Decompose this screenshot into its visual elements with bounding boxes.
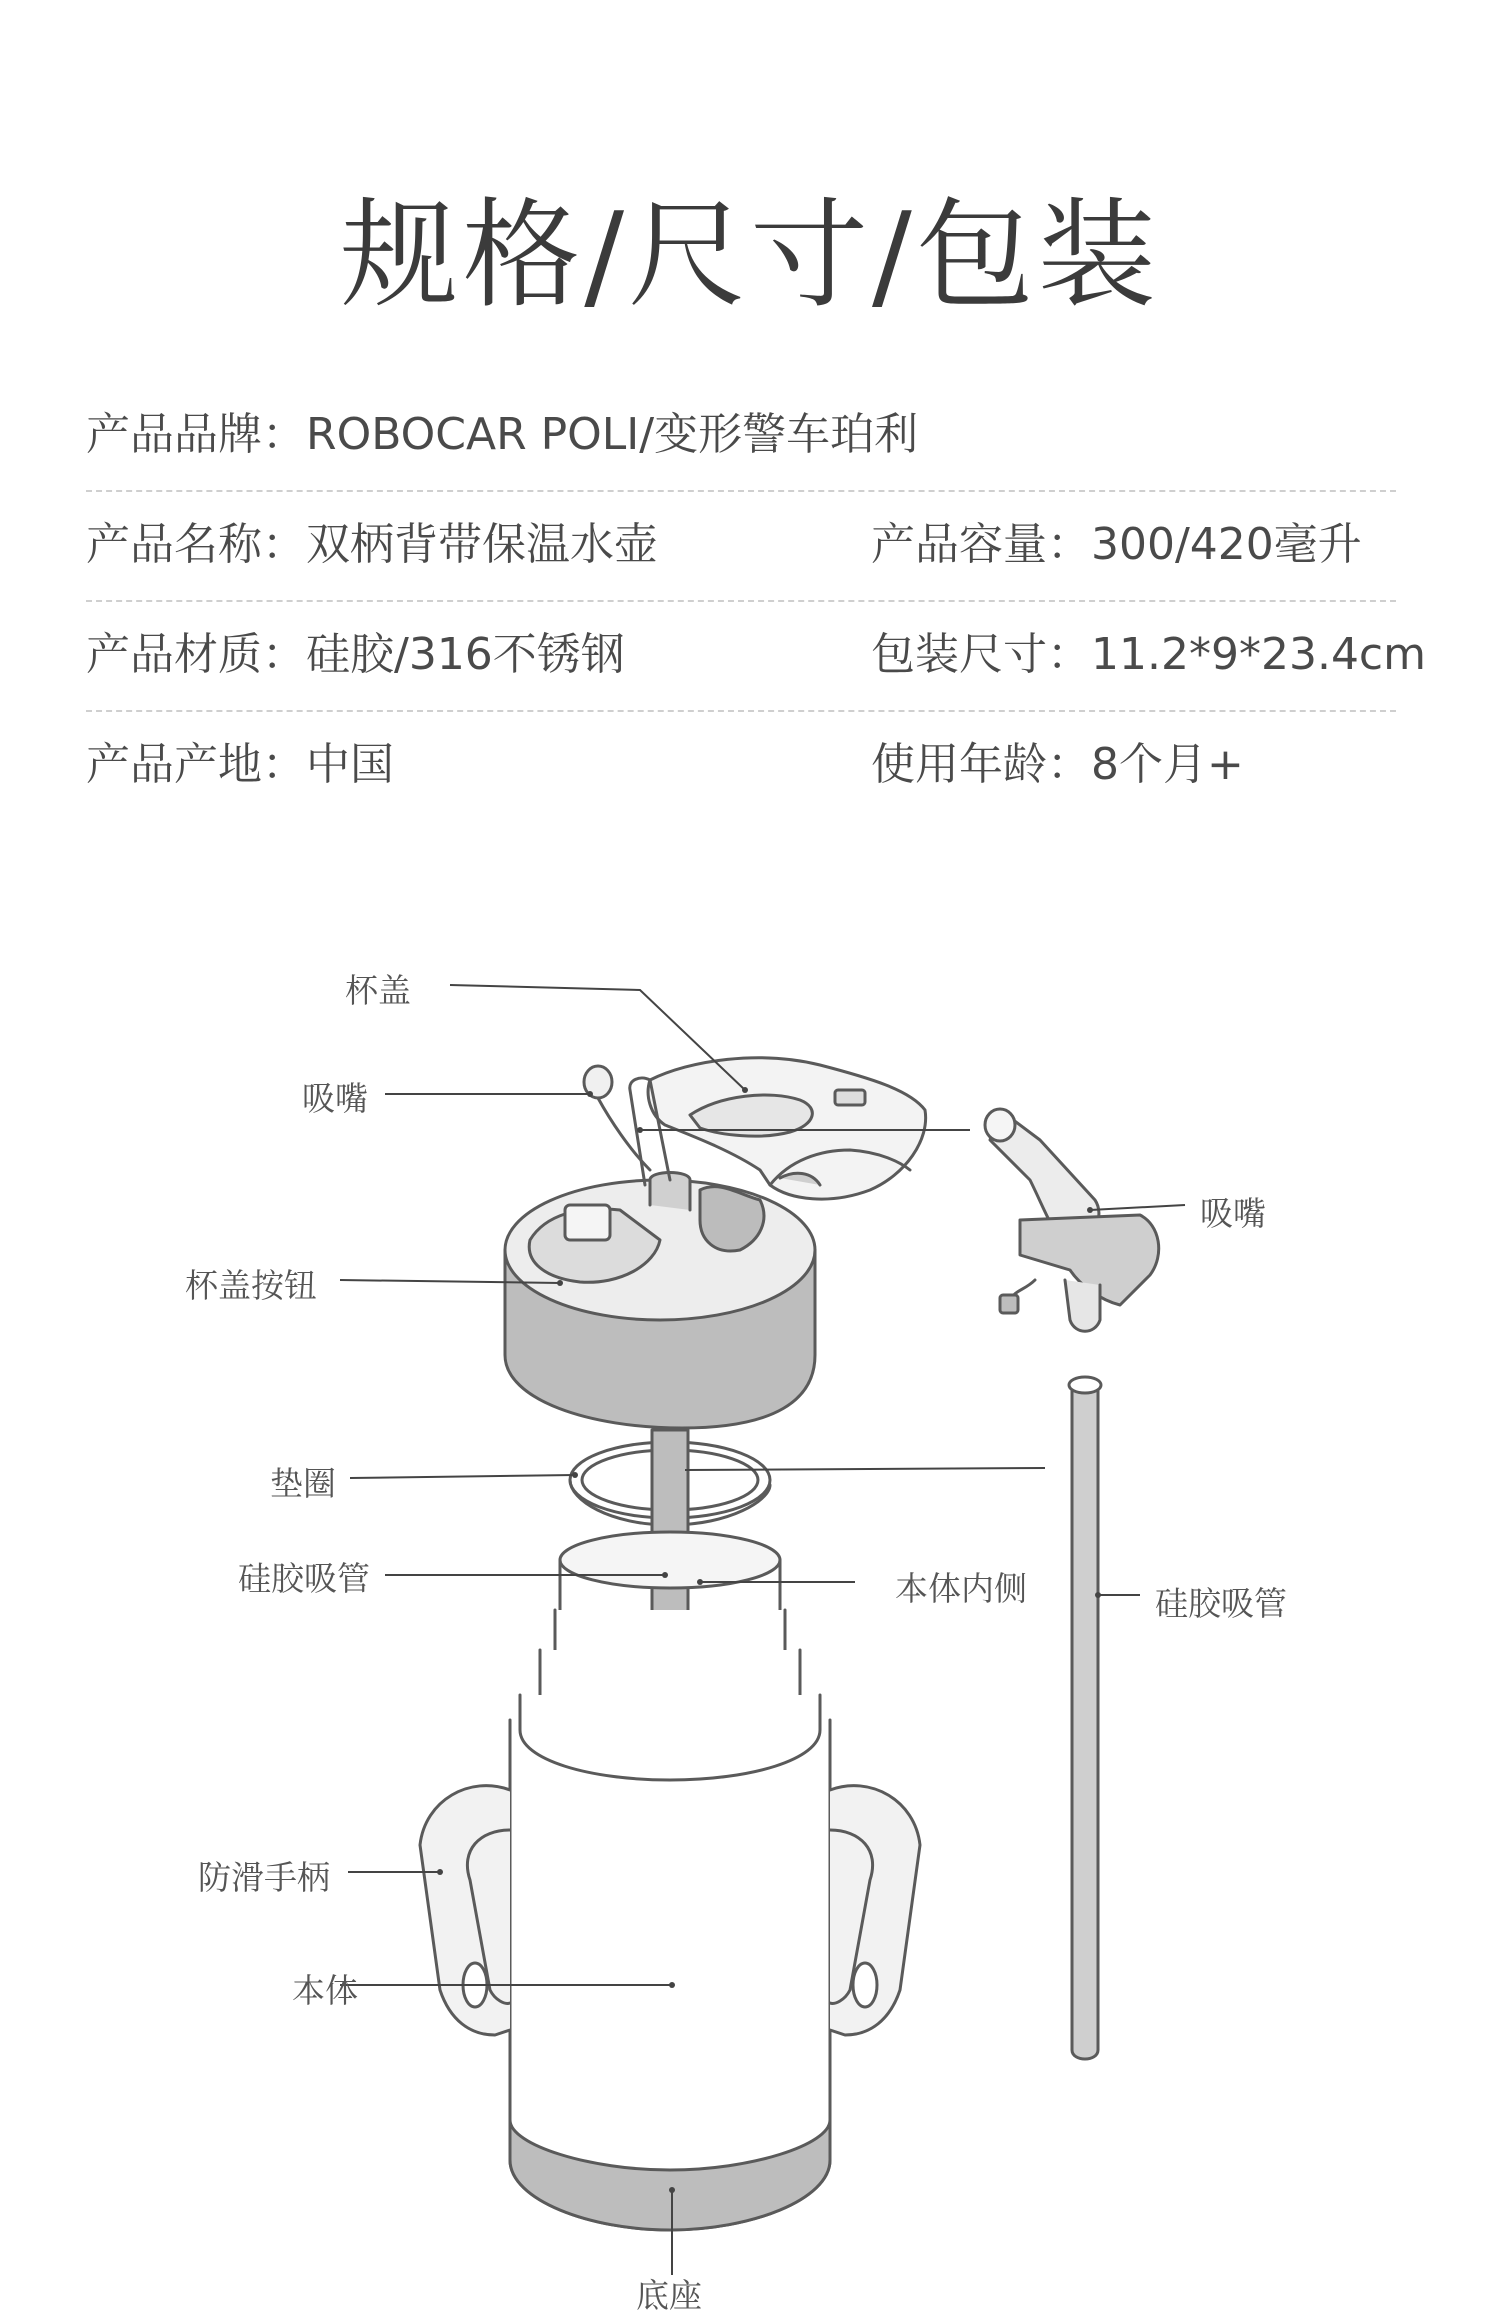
spec-package-size-value: 11.2*9*23.4cm: [1091, 629, 1426, 680]
spec-age-value: 8个月+: [1091, 739, 1244, 790]
spec-brand-label: 产品品牌：: [86, 409, 306, 460]
spec-origin-value: 中国: [306, 739, 394, 790]
spec-material-label: 产品材质：: [86, 629, 306, 680]
spare-straw-drawing: [1069, 1377, 1101, 2059]
label-lid-button: 杯盖按钮: [185, 1266, 317, 1305]
page-title: 规格/尺寸/包装: [340, 186, 1160, 324]
label-straw-right: 硅胶吸管: [1155, 1584, 1287, 1623]
leader-spout-right: [1090, 1205, 1185, 1210]
spec-row-material: [86, 600, 1426, 712]
spec-material: [86, 600, 625, 710]
label-spout-right: 吸嘴: [1200, 1194, 1266, 1233]
label-inner-body: 本体内侧: [895, 1569, 1027, 1608]
leader-gasket: [350, 1475, 575, 1478]
label-spout-left: 吸嘴: [302, 1079, 368, 1118]
spec-name-label: 产品名称：: [86, 519, 306, 570]
spec-capacity: [871, 490, 1362, 600]
spec-origin-label: 产品产地：: [86, 739, 306, 790]
spec-brand: [86, 380, 918, 490]
spec-row-name: [86, 490, 1396, 602]
spec-row-origin: [86, 710, 1396, 820]
spec-capacity-value: 300/420毫升: [1091, 519, 1362, 570]
spare-spout-drawing: [985, 1109, 1159, 1331]
label-straw-left: 硅胶吸管: [238, 1559, 370, 1598]
spec-name-value: 双柄背带保温水壶: [306, 519, 658, 570]
bottle-body-drawing: [420, 1610, 920, 2230]
label-handle: 防滑手柄: [198, 1858, 330, 1897]
label-gasket: 垫圈: [270, 1464, 336, 1503]
spec-age: [871, 710, 1244, 820]
spec-origin: [86, 710, 394, 820]
label-lid: 杯盖: [345, 971, 411, 1010]
spec-age-label: 使用年龄：: [871, 739, 1091, 790]
spec-capacity-label: 产品容量：: [871, 519, 1091, 570]
spec-brand-value: ROBOCAR POLI/变形警车珀利: [306, 409, 919, 460]
spec-name: [86, 490, 658, 600]
spec-row-brand: [86, 380, 1396, 492]
spec-material-value: 硅胶/316不锈钢: [306, 629, 625, 680]
label-base: 底座: [636, 2276, 702, 2315]
spec-package-size: [871, 600, 1426, 710]
label-body: 本体: [292, 1971, 358, 2010]
spec-package-size-label: 包装尺寸：: [871, 629, 1091, 680]
